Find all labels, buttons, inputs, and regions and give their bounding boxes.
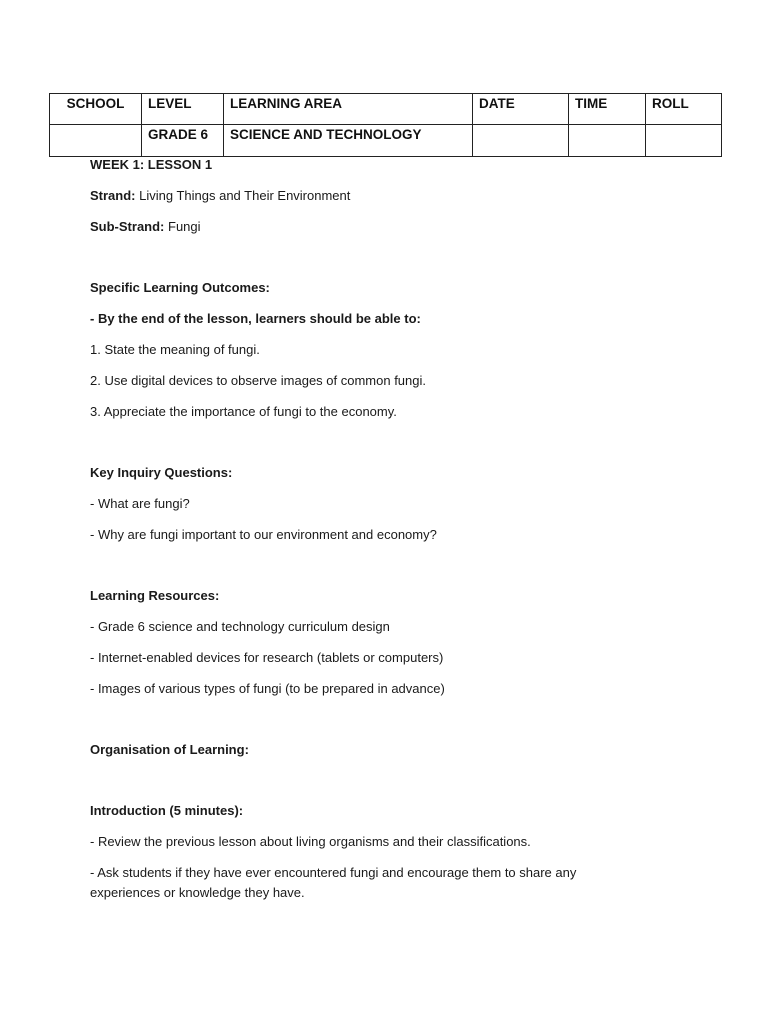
introduction-heading: Introduction (5 minutes):	[90, 803, 244, 818]
list-item: - Grade 6 science and technology curriculum design	[90, 619, 390, 634]
substrand-line	[90, 217, 650, 237]
cell-time	[569, 125, 646, 157]
list-item: - Why are fungi important to our environment and economy?	[90, 527, 437, 542]
organisation-heading: Organisation of Learning:	[90, 742, 249, 757]
header-cell-level: LEVEL	[142, 94, 224, 125]
inquiry-heading: Key Inquiry Questions:	[90, 465, 233, 480]
header-cell-roll: ROLL	[646, 94, 722, 125]
header-cell-school: SCHOOL	[50, 94, 142, 125]
substrand-label: Sub-Strand:	[90, 219, 165, 234]
outcomes-intro: - By the end of the lesson, learners should be able to:	[90, 311, 421, 326]
cell-roll	[646, 125, 722, 157]
week-lesson-title: WEEK 1: LESSON 1	[90, 157, 213, 172]
outcomes-heading: Specific Learning Outcomes:	[90, 280, 270, 295]
header-cell-learning-area: LEARNING AREA	[224, 94, 473, 125]
cell-school	[50, 125, 142, 157]
cell-learning-area: SCIENCE AND TECHNOLOGY	[224, 125, 473, 157]
lesson-header-table	[49, 93, 722, 157]
strand-line	[90, 186, 650, 206]
list-item: 3. Appreciate the importance of fungi to the economy.	[90, 404, 397, 419]
strand-value: Living Things and Their Environment	[139, 188, 351, 203]
list-item: 1. State the meaning of fungi.	[90, 342, 260, 357]
list-item: 2. Use digital devices to observe images of common fungi.	[90, 373, 427, 388]
header-cell-date: DATE	[473, 94, 569, 125]
table-header-row	[50, 94, 722, 125]
list-item: - What are fungi?	[90, 496, 190, 511]
list-item: - Internet-enabled devices for research (tablets or computers)	[90, 650, 444, 665]
cell-level: GRADE 6	[142, 125, 224, 157]
strand-label: Strand:	[90, 188, 136, 203]
resources-heading: Learning Resources:	[90, 588, 220, 603]
header-cell-time: TIME	[569, 94, 646, 125]
lesson-content	[90, 155, 650, 903]
table-row	[50, 125, 722, 157]
list-item: - Ask students if they have ever encountered fungi and encourage them to share any experiences or knowledge they have.	[90, 865, 577, 900]
list-item: - Review the previous lesson about living organisms and their classifications.	[90, 834, 531, 849]
cell-date	[473, 125, 569, 157]
substrand-value: Fungi	[168, 219, 201, 234]
list-item: - Images of various types of fungi (to be prepared in advance)	[90, 681, 445, 696]
